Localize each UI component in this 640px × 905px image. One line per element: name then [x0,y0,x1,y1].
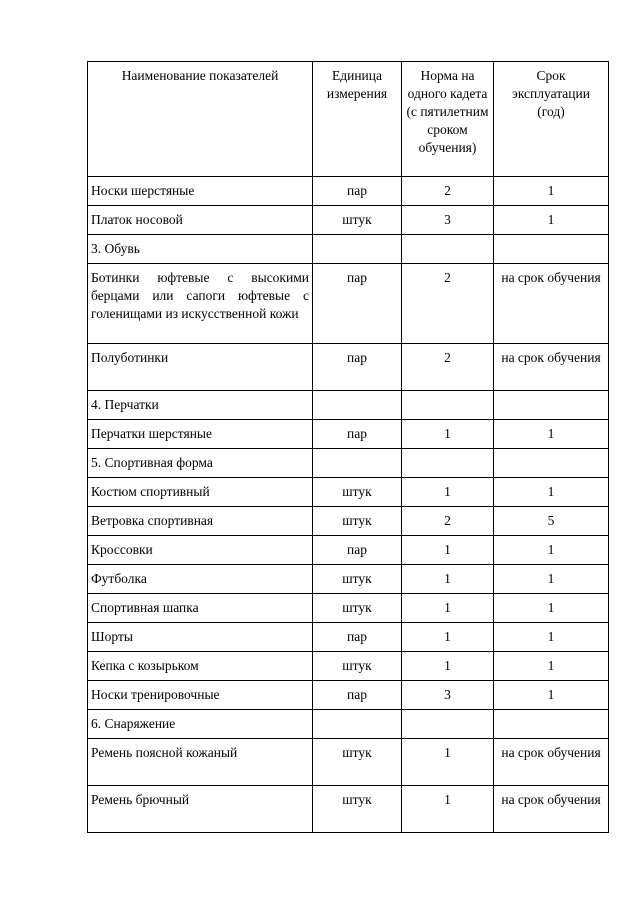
item-unit: штук [313,739,402,786]
table-row [88,264,609,344]
item-term [494,391,609,420]
item-unit [313,449,402,478]
item-name: Платок носовой [88,206,313,235]
item-norm [402,710,494,739]
section-row [88,235,609,264]
item-unit [313,235,402,264]
item-norm [402,235,494,264]
section-row [88,391,609,420]
item-term: 1 [494,478,609,507]
item-unit: штук [313,594,402,623]
item-norm: 1 [402,478,494,507]
item-term [494,235,609,264]
table-row [88,565,609,594]
table-row [88,739,609,786]
header-indicator-name: Наименование показателей [88,62,313,177]
header-norm-per-cadet: Норма на одного кадета (с пятилетним сроком обучения) [402,62,494,177]
item-unit: пар [313,623,402,652]
item-norm: 1 [402,594,494,623]
item-term: 1 [494,594,609,623]
item-unit: штук [313,478,402,507]
item-norm: 1 [402,623,494,652]
item-term: на срок обучения [494,264,609,344]
item-term [494,449,609,478]
table-row [88,507,609,536]
section-row [88,449,609,478]
item-norm: 3 [402,681,494,710]
table-row [88,786,609,833]
item-norm: 2 [402,507,494,536]
section-title: 6. Снаряжение [88,710,313,739]
item-norm: 2 [402,264,494,344]
item-unit: штук [313,206,402,235]
norms-table [87,61,609,833]
item-name: Полуботинки [88,344,313,391]
item-unit: штук [313,652,402,681]
item-norm: 1 [402,786,494,833]
table-row [88,206,609,235]
item-unit: пар [313,177,402,206]
item-term: 1 [494,681,609,710]
item-term: на срок обучения [494,786,609,833]
item-unit [313,710,402,739]
table-row [88,623,609,652]
item-name: Костюм спортивный [88,478,313,507]
item-name: Спортивная шапка [88,594,313,623]
table-row [88,652,609,681]
table-row [88,420,609,449]
section-title: 3. Обувь [88,235,313,264]
item-norm: 1 [402,565,494,594]
item-norm: 1 [402,536,494,565]
item-norm: 1 [402,652,494,681]
table-row [88,177,609,206]
item-unit: пар [313,420,402,449]
table-row [88,536,609,565]
item-name: Кепка с козырьком [88,652,313,681]
item-term: 1 [494,206,609,235]
item-term: 5 [494,507,609,536]
item-term: 1 [494,420,609,449]
item-norm: 2 [402,344,494,391]
item-term: 1 [494,623,609,652]
item-name: Ботинки юфтевые с высокими берцами или сапоги юфтевые с голенищами из искусственной кожи [88,264,313,344]
item-name: Шорты [88,623,313,652]
item-term: на срок обучения [494,344,609,391]
item-name: Кроссовки [88,536,313,565]
item-unit: пар [313,681,402,710]
header-service-life: Срок эксплуатации (год) [494,62,609,177]
item-norm [402,449,494,478]
header-unit: Единица измерения [313,62,402,177]
item-unit: пар [313,536,402,565]
item-norm [402,391,494,420]
item-name: Ремень поясной кожаный [88,739,313,786]
table-row [88,594,609,623]
item-term: 1 [494,652,609,681]
item-name: Футболка [88,565,313,594]
item-unit: штук [313,507,402,536]
section-title: 5. Спортивная форма [88,449,313,478]
item-norm: 3 [402,206,494,235]
table-row [88,681,609,710]
table-row [88,344,609,391]
section-row [88,710,609,739]
item-term [494,710,609,739]
table-header-row [88,62,609,177]
item-name: Носки тренировочные [88,681,313,710]
item-norm: 1 [402,420,494,449]
item-name: Ветровка спортивная [88,507,313,536]
item-norm: 1 [402,739,494,786]
section-title: 4. Перчатки [88,391,313,420]
item-norm: 2 [402,177,494,206]
item-unit: пар [313,264,402,344]
item-unit: штук [313,565,402,594]
item-unit: пар [313,344,402,391]
item-unit: штук [313,786,402,833]
item-name: Носки шерстяные [88,177,313,206]
item-term: на срок обучения [494,739,609,786]
item-term: 1 [494,565,609,594]
table-row [88,478,609,507]
item-name: Ремень брючный [88,786,313,833]
item-name: Перчатки шерстяные [88,420,313,449]
item-term: 1 [494,536,609,565]
item-term: 1 [494,177,609,206]
item-unit [313,391,402,420]
